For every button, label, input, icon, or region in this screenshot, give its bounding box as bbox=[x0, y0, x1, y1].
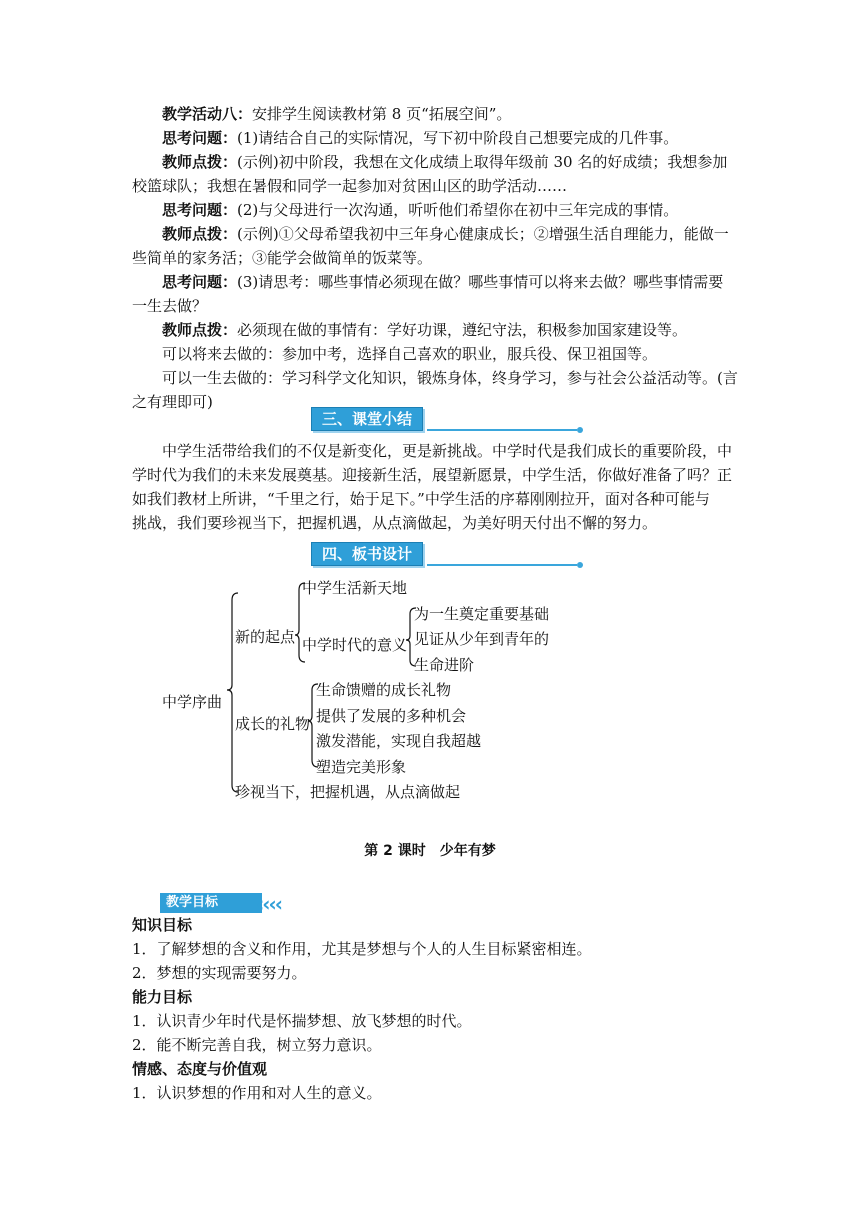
chevrons-left-icon: ‹‹‹‹ bbox=[256, 892, 281, 916]
board-gift-item: 塑造完美形象 bbox=[316, 758, 407, 776]
ability-item-1: 1．认识青少年时代是怀揣梦想、放飞梦想的时代。 bbox=[132, 1012, 472, 1030]
question-text: (3)请思考：哪些事情必须现在做？哪些事情可以将来去做？哪些事情需要 bbox=[237, 273, 724, 291]
objectives-badge: 教学目标 bbox=[160, 893, 262, 913]
board-meaning: 中学时代的意义 bbox=[302, 636, 408, 654]
board-cherish: 珍视当下，把握机遇，从点滴做起 bbox=[235, 783, 461, 801]
tip-text: 必须现在做的事情有：学好功课，遵纪守法，积极参加国家建设等。 bbox=[237, 321, 688, 339]
summary-line-3: 如我们教材上所讲，“千里之行，始于足下。”中学生活的序幕刚刚拉开，面对各种可能与 bbox=[132, 490, 710, 508]
summary-line-4: 挑战，我们要珍视当下，把握机遇，从点滴做起，为美好明天付出不懈的努力。 bbox=[132, 514, 658, 532]
knowledge-item-2: 2．梦想的实现需要努力。 bbox=[132, 964, 307, 982]
question-text: (2)与父母进行一次沟通，听听他们希望你在初中三年完成的事情。 bbox=[237, 201, 679, 219]
teacher-tip-1-cont: 校篮球队；我想在暑假和同学一起参加对贫困山区的助学活动…… bbox=[132, 177, 568, 195]
teacher-tip-2-cont: 些简单的家务活；③能学会做简单的饭菜等。 bbox=[132, 249, 433, 267]
lifelong-things-cont: 之有理即可) bbox=[132, 393, 213, 411]
board-gift-item: 激发潜能，实现自我超越 bbox=[316, 732, 482, 750]
board-meaning-item: 生命进阶 bbox=[414, 656, 475, 674]
board-meaning-item: 见证从少年到青年的 bbox=[414, 630, 550, 648]
summary-line-1: 中学生活带给我们的不仅是新变化，更是新挑战。中学时代是我们成长的重要阶段，中 bbox=[162, 442, 733, 460]
board-new-start: 新的起点 bbox=[235, 628, 296, 646]
future-things: 可以将来去做的：参加中考，选择自己喜欢的职业，服兵役、保卫祖国等。 bbox=[162, 345, 658, 363]
question-3-cont: 一生去做？ bbox=[132, 297, 208, 315]
board-new-world: 中学生活新天地 bbox=[302, 579, 408, 597]
tip-label: 教师点拨： bbox=[162, 321, 238, 339]
section-summary-title: 三、课堂小结 bbox=[311, 407, 423, 431]
ability-item-2: 2．能不断完善自我，树立努力意识。 bbox=[132, 1036, 382, 1054]
knowledge-heading bbox=[132, 914, 732, 936]
activity-label: 教学活动八： bbox=[162, 105, 253, 123]
tip-text: (示例)初中阶段，我想在文化成绩上取得年级前 30 名的好成绩；我想参加 bbox=[237, 153, 728, 171]
summary-line-2: 学时代为我们的未来发展奠基。迎接新生活，展望新愿景，中学生活，你做好准备了吗？正 bbox=[132, 466, 733, 484]
ability-heading bbox=[132, 986, 732, 1008]
board-gift-item: 生命馈赠的成长礼物 bbox=[316, 681, 452, 699]
board-root: 中学序曲 bbox=[162, 693, 223, 711]
lesson-2-title: 第 2 课时 少年有梦 bbox=[364, 843, 496, 859]
board-meaning-item: 为一生奠定重要基础 bbox=[414, 605, 550, 623]
board-gift: 成长的礼物 bbox=[235, 715, 311, 733]
board-gift-item: 提供了发展的多种机会 bbox=[316, 707, 467, 725]
lifelong-things: 可以一生去做的：学习科学文化知识，锻炼身体，终身学习，参与社会公益活动等。(言 bbox=[162, 369, 738, 387]
activity-text: 安排学生阅读教材第 8 页“拓展空间”。 bbox=[252, 105, 512, 123]
heading-text: 知识目标 bbox=[132, 916, 193, 934]
emotion-heading bbox=[132, 1058, 732, 1080]
question-label: 思考问题： bbox=[162, 201, 238, 219]
question-text: (1)请结合自己的实际情况，写下初中阶段自己想要完成的几件事。 bbox=[237, 129, 679, 147]
heading-text: 能力目标 bbox=[132, 988, 193, 1006]
question-label: 思考问题： bbox=[162, 273, 238, 291]
knowledge-item-1: 1．了解梦想的含义和作用，尤其是梦想与个人的人生目标紧密相连。 bbox=[132, 940, 592, 958]
question-label: 思考问题： bbox=[162, 129, 238, 147]
tip-label: 教师点拨： bbox=[162, 153, 238, 171]
emotion-item-1: 1．认识梦想的作用和对人生的意义。 bbox=[132, 1084, 382, 1102]
tip-label: 教师点拨： bbox=[162, 225, 238, 243]
heading-text: 情感、态度与价值观 bbox=[132, 1060, 268, 1078]
tip-text: (示例)①父母希望我初中三年身心健康成长；②增强生活自理能力，能做一 bbox=[237, 225, 729, 243]
root-bracket bbox=[227, 593, 238, 792]
section-board-title: 四、板书设计 bbox=[311, 542, 423, 566]
